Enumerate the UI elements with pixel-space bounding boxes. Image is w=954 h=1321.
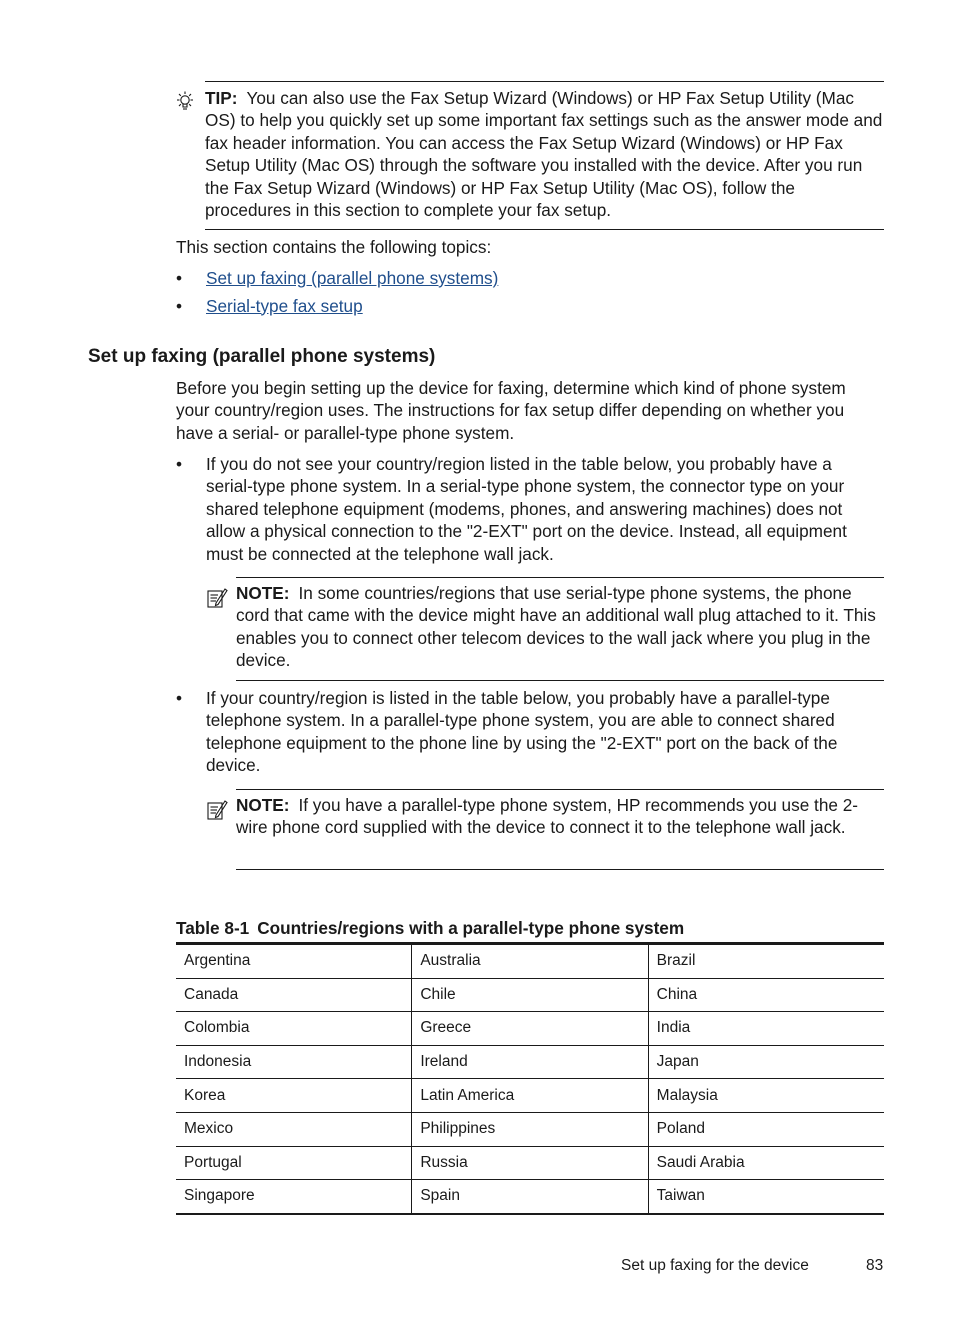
bullet-text: If you do not see your country/region listed in the table below, you probably have a serial-type phone system. In a serial-type phone system, the connector type on your shared telephone equipment (modems, phones, and answering machines) does not allow a physical connection to the "2-EXT" port on the device. Instead, all equipment must be connected at the telephone wall jack.	[206, 454, 847, 564]
note-icon	[205, 586, 229, 610]
note-box-parallel	[236, 794, 876, 839]
table-cell: Greece	[412, 1012, 648, 1046]
note-top-rule	[236, 577, 884, 578]
link-parallel-phone-systems[interactable]: Set up faxing (parallel phone systems)	[206, 268, 499, 288]
bullet: •	[176, 268, 183, 288]
bullet-paragraph-serial	[176, 453, 882, 565]
table-row	[176, 944, 884, 979]
table-cell: Philippines	[412, 1112, 648, 1146]
table-cell: Chile	[412, 978, 648, 1012]
table-row	[176, 1180, 884, 1214]
tip-box	[205, 87, 885, 221]
table-cell: Korea	[176, 1079, 412, 1113]
table-caption-number: Table 8-1	[176, 918, 250, 938]
table-row	[176, 1079, 884, 1113]
bullet: •	[176, 295, 183, 316]
bullet: •	[176, 688, 183, 708]
tip-label: TIP:	[205, 88, 238, 108]
link-serial-type-fax-setup[interactable]: Serial-type fax setup	[206, 295, 363, 316]
table-cell: Singapore	[176, 1180, 412, 1214]
table-cell: Argentina	[184, 952, 251, 970]
section-body: Before you begin setting up the device for faxing, determine which kind of phone system your country/region uses. The instructions for fax setup differ depending on whether you have a serial- or parallel-type phone system.	[176, 378, 846, 443]
note-bottom-rule	[236, 680, 884, 681]
table-cell: Indonesia	[176, 1045, 412, 1079]
table-cell: Ireland	[412, 1045, 648, 1079]
tip-text: You can also use the Fax Setup Wizard (Windows) or HP Fax Setup Utility (Mac OS) to help you quickly set up some important fax settings such as the answer mode and fax header information. You can access the Fax Setup Wizard (Windows) or HP Fax Setup Utility (Mac OS) through the software you installed with the device. After you run the Fax Setup Wizard (Windows) or HP Fax Setup Utility (Mac OS), follow the procedures in this section to complete your fax setup.	[205, 88, 883, 221]
table-cell: Saudi Arabia	[648, 1146, 884, 1180]
countries-table	[176, 942, 884, 1215]
table-caption-title: Countries/regions with a parallel-type phone system	[257, 918, 685, 938]
bullet: •	[176, 454, 183, 474]
table-cell: Taiwan	[648, 1180, 884, 1214]
table-cell: Latin America	[412, 1079, 648, 1113]
note-bottom-rule	[236, 869, 884, 870]
section-heading: Set up faxing (parallel phone systems)	[88, 346, 436, 367]
lightbulb-icon	[174, 90, 196, 114]
table-cell: Japan	[648, 1045, 884, 1079]
table-cell: Mexico	[176, 1112, 412, 1146]
table-cell: Russia	[412, 1146, 648, 1180]
tip-top-rule	[205, 81, 884, 82]
note-text: If you have a parallel-type phone system, HP recommends you use the 2-wire phone cord supplied with the device to connect it to the telephone wall jack.	[236, 795, 858, 838]
table-row	[176, 1012, 884, 1046]
table-cell: Colombia	[176, 1012, 412, 1046]
table-cell: India	[648, 1012, 884, 1046]
table-row	[176, 1146, 884, 1180]
bullet-text: If your country/region is listed in the table below, you probably have a parallel-type telephone system. In a parallel-type phone system, you are able to connect shared telephone equipment to the phone line by using the "2-EXT" port on the back of the device.	[206, 688, 838, 776]
table-cell: Brazil	[648, 944, 884, 979]
table-row	[176, 1112, 884, 1146]
note-top-rule	[236, 789, 884, 790]
note-icon	[205, 798, 229, 822]
tip-bottom-rule	[205, 229, 884, 230]
table-caption	[176, 917, 684, 939]
footer-text: Set up faxing for the device	[621, 1257, 809, 1274]
bullet-paragraph-parallel	[176, 687, 882, 777]
table-row	[176, 978, 884, 1012]
table-row	[176, 1045, 884, 1079]
note-label: NOTE:	[236, 583, 290, 603]
table-cell: Portugal	[176, 1146, 412, 1180]
table-cell: Canada	[176, 978, 412, 1012]
note-text: In some countries/regions that use serial-type phone systems, the phone cord that came with the device might have an additional wall plug attached to it. This enables you to connect other telecom devices to the wall jack where you plug in the device.	[236, 583, 876, 671]
table-cell: Poland	[648, 1112, 884, 1146]
table-cell: Spain	[412, 1180, 648, 1214]
table-cell: Malaysia	[648, 1079, 884, 1113]
topics-intro: This section contains the following topics:	[176, 237, 492, 257]
page-number: 83	[866, 1257, 884, 1274]
note-label: NOTE:	[236, 795, 290, 815]
table-cell: China	[648, 978, 884, 1012]
note-box-serial	[236, 582, 876, 672]
table-cell: Australia	[412, 944, 648, 979]
